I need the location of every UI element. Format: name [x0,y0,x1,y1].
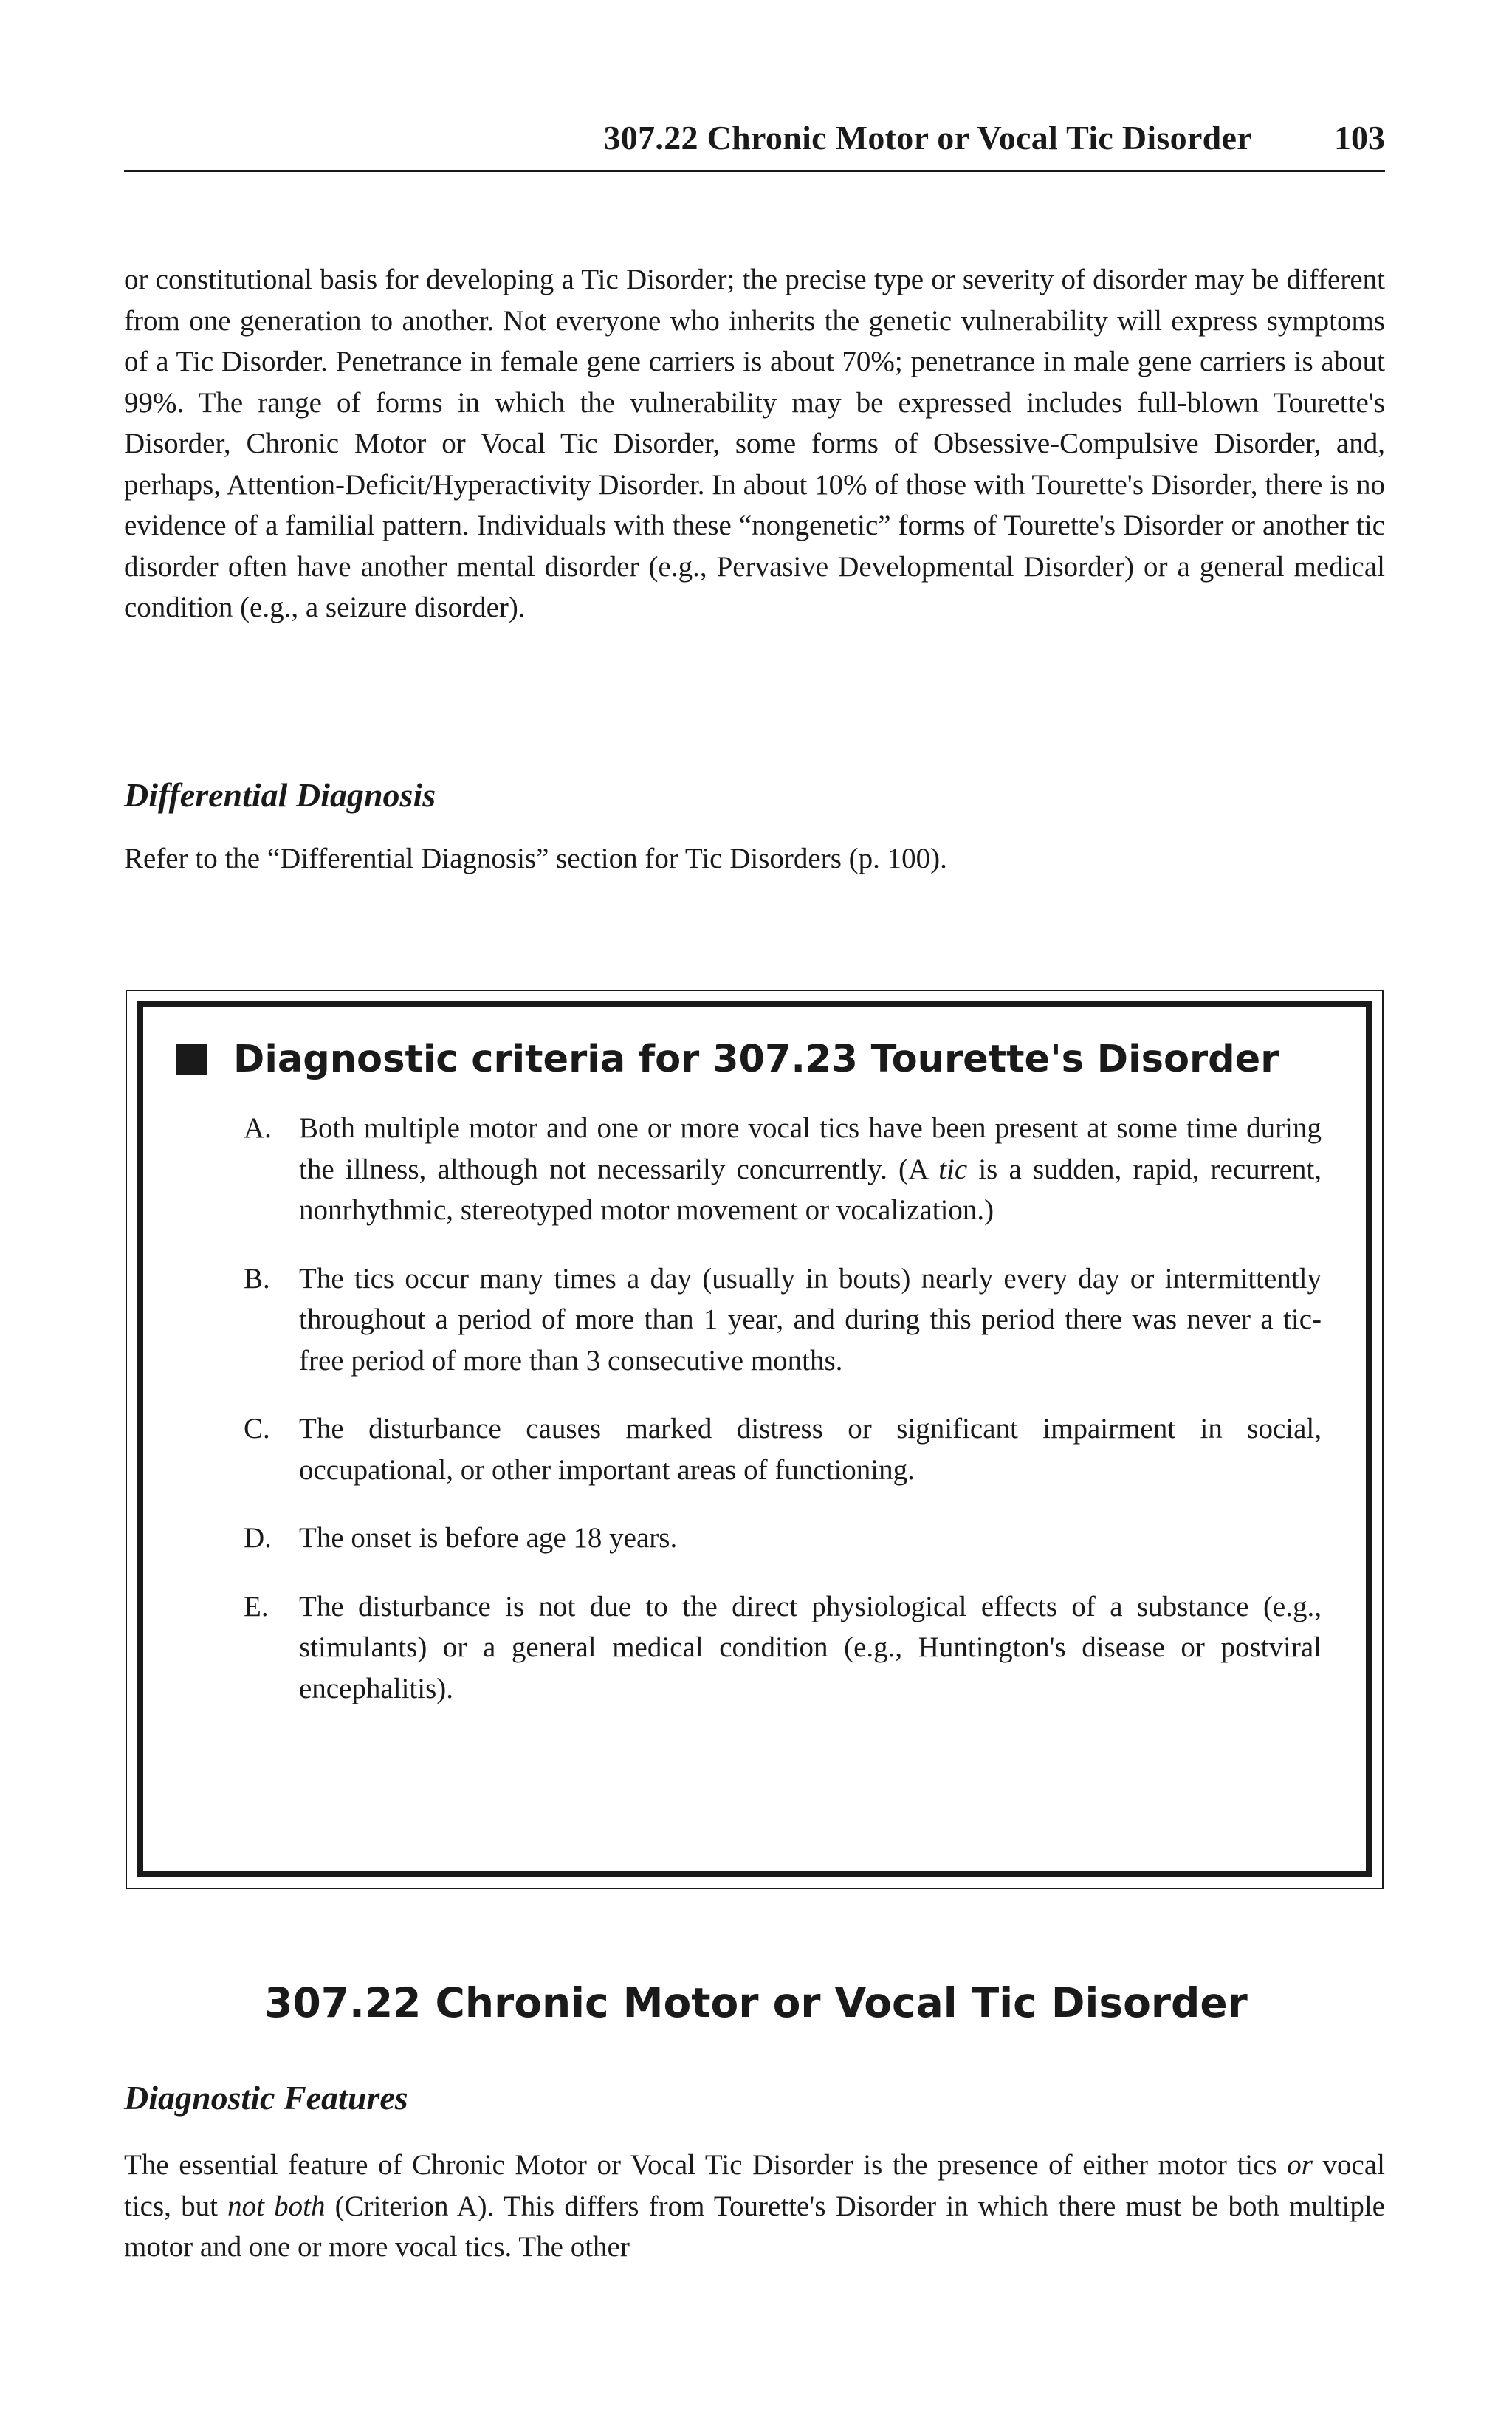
criterion-letter: E. [244,1590,269,1622]
paragraph-text-part: The essential feature of Chronic Motor or Vocal Tic Disorder is the presence of either motor tics [124,2149,1288,2181]
criterion-letter: A. [244,1112,272,1144]
criterion-letter: B. [244,1262,270,1295]
criterion-text: The disturbance is not due to the direct physiological effects of a substance (e.g., stimulants) or a general medical condition (e.g., Huntington's disease or postviral encephalitis). [299,1590,1322,1704]
criterion-letter: C. [244,1413,270,1445]
differential-diagnosis-text: Refer to the “Differential Diagnosis” section for Tic Disorders (p. 100). [124,843,947,874]
intro-paragraph: or constitutional basis for developing a Tic Disorder; the precise type or severity of disorder may be different from one generation to another. Not everyone who inherits the genetic vulnerability will express symptoms of a Tic Disorder. Penetrance in female gene carriers is about 70%; penetrance in male gene carriers is about 99%. The range of forms in which the vulnerability may be expressed includes full-blown Tourette's Disorder, Chronic Motor or Vocal Tic Disorder, some forms of Obsessive-Compulsive Disorder, and, perhaps, Attention-Deficit/Hyperactivity Disorder. In about 10% of those with Tourette's Disorder, there is no evidence of a familial pattern. Individuals with these “nongenetic” forms of Tourette's Disorder or another tic disorder often have another mental disorder (e.g., Pervasive Developmental Disorder) or a general medical condition (e.g., a seizure disorder). [124,264,1385,623]
criterion-b [244,1258,1322,1382]
paragraph-text-part: vocal tics, but [124,2149,1385,2222]
square-bullet-icon [176,1044,207,1075]
criteria-list [244,1108,1322,1736]
criteria-heading-text: Diagnostic criteria for 307.23 Tourette's Disorder [233,1038,1279,1081]
criterion-text-part: is a sudden, rapid, recurrent, nonrhythmic, stereotyped motor movement or vocalization.) [299,1153,1322,1226]
criterion-text: The disturbance causes marked distress or significant impairment in social, occupational, or other important areas of functioning. [299,1413,1322,1486]
criterion-c [244,1408,1322,1490]
section-heading: 307.22 Chronic Motor or Vocal Tic Disorder [264,1979,1248,2026]
criterion-e [244,1586,1322,1710]
criterion-letter: D. [244,1522,272,1554]
paragraph-text-italic: not both [227,2190,326,2222]
diagnostic-features-heading: Diagnostic Features [124,2079,408,2117]
differential-diagnosis-heading: Differential Diagnosis [124,776,436,814]
criterion-text-italic: tic [938,1153,968,1185]
criteria-heading [176,1038,1279,1081]
criterion-d [244,1518,1322,1559]
diagnostic-features-paragraph [124,2145,1385,2268]
running-header-title: 307.22 Chronic Motor or Vocal Tic Disorder [603,119,1252,157]
criterion-text-part: Both multiple motor and one or more vocal tics have been present at some time during the illness, although not necessarily concurrently. (A [299,1112,1322,1185]
paragraph-text-italic: or [1287,2149,1313,2181]
page-number: 103 [1334,119,1385,157]
running-header [124,111,1385,172]
criterion-text: The onset is before age 18 years. [299,1522,678,1554]
criterion-a [244,1108,1322,1231]
paragraph-text-part: (Criterion A). This differs from Tourette's Disorder in which there must be both multiple motor and one or more vocal tics. The other [124,2190,1385,2263]
criterion-text: The tics occur many times a day (usually in bouts) nearly every day or intermittently throughout a period of more than 1 year, and during this period there was never a tic-free period of more than 3 consecutive months. [299,1262,1322,1377]
criterion-text [299,1108,1322,1231]
